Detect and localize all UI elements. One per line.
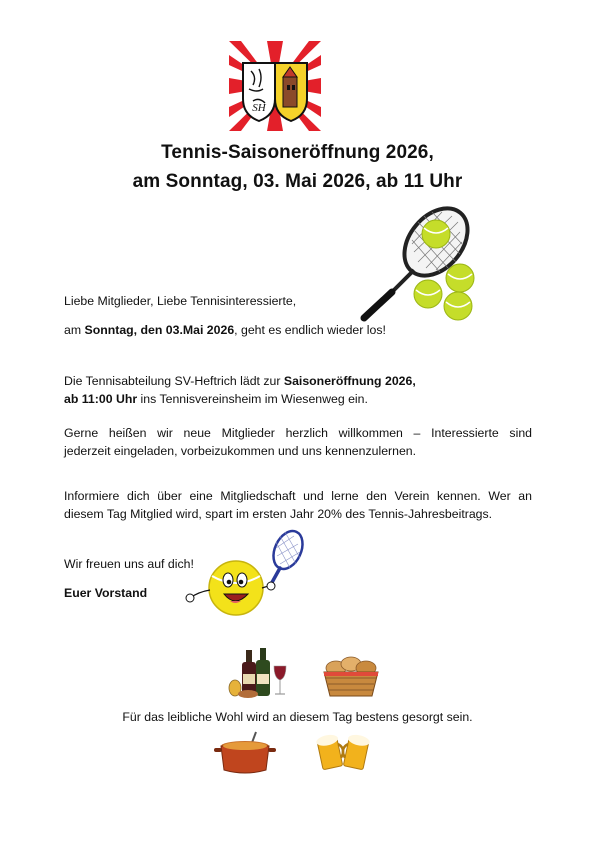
paragraph-membership: Informiere dich über eine Mitgliedschaft und lerne den Verein kennen. Wer an diesem Tag Mitglied wird, spart im ersten Jahr 20% des Tennis-Jahresbeitrags. bbox=[64, 489, 532, 521]
page-title-line2: am Sonntag, 03. Mai 2026, ab 11 Uhr bbox=[132, 171, 463, 192]
cooking-pot-icon bbox=[212, 730, 278, 776]
bread-basket-icon bbox=[320, 654, 382, 698]
beer-mugs-icon bbox=[314, 730, 372, 774]
tennis-ball-mascot bbox=[184, 528, 308, 620]
paragraph-invitation: Die Tennisabteilung SV-Heftrich lädt zur Saisoneröffnung 2026, ab 11:00 Uhr ins Tennisvereinsheim im Wiesenweg ein. bbox=[64, 374, 416, 406]
food-note: Für das leibliche Wohl wird an diesem Tag bestens gesorgt sein. bbox=[122, 710, 473, 724]
page-title-line1: Tennis-Saisoneröffnung 2026, bbox=[161, 142, 434, 163]
logo-lettering: SH bbox=[252, 102, 266, 114]
club-logo bbox=[229, 41, 321, 131]
wine-bottles-icon bbox=[228, 648, 288, 700]
closing-line: Wir freuen uns auf dich! bbox=[64, 557, 194, 571]
paragraph-date: am Sonntag, den 03.Mai 2026, geht es endlich wieder los! bbox=[64, 323, 386, 337]
signature: Euer Vorstand bbox=[64, 586, 148, 600]
greeting: Liebe Mitglieder, Liebe Tennisinteressierte, bbox=[64, 294, 297, 308]
paragraph-welcome: Gerne heißen wir neue Mitglieder herzlich willkommen – Interessierte sind jederzeit eingeladen, vorbeizukommen und uns kennenzulernen. bbox=[64, 426, 532, 458]
